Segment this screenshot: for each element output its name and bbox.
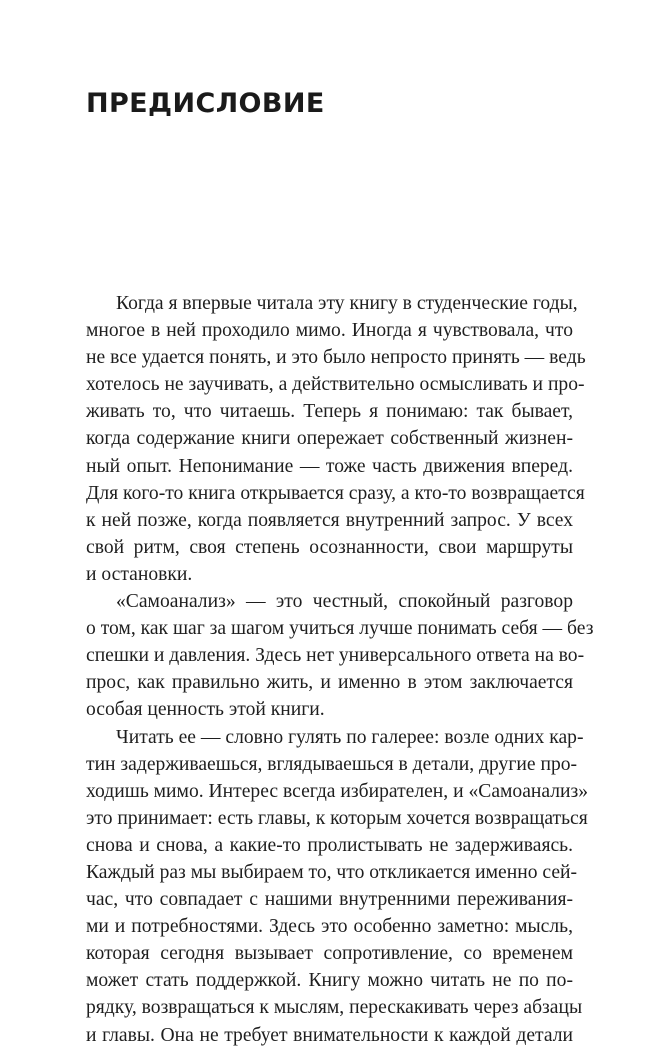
text-line: это принимает: есть главы, к которым хочется возвращаться: [86, 807, 588, 829]
text-line: Для кого-то книга открывается сразу, а кто-то возвращается: [86, 482, 585, 504]
text-line: час, что совпадает с нашими внутренними переживания-: [86, 889, 573, 911]
paragraph-2: [86, 588, 594, 723]
text-line: ходишь мимо. Интерес всегда избирателен, и «Самоанализ»: [86, 780, 589, 802]
chapter-title: ПРЕДИСЛОВИЕ: [86, 88, 325, 119]
text-line: Когда я впервые читала эту книгу в студенческие годы,: [116, 293, 578, 314]
text-line: тин задерживаешься, вглядываешься в детали, другие про-: [86, 753, 578, 775]
text-line: живать то, что читаешь. Теперь я понимаю: так бывает,: [86, 401, 573, 423]
text-line: которая сегодня вызывает сопротивление, со временем: [86, 943, 573, 965]
text-line: спешки и давления. Здесь нет универсального ответа на во-: [86, 645, 585, 667]
text-line: многое в ней проходило мимо. Иногда я чувствовала, что: [86, 320, 573, 342]
text-line: Читать ее — словно гулять по галерее: возле одних кар-: [116, 726, 584, 748]
paragraph-1: [86, 290, 586, 588]
text-line: свой ритм, своя степень осознанности, свои маршруты: [86, 536, 573, 558]
text-line: хотелось не заучивать, а действительно осмысливать и про-: [86, 374, 585, 396]
text-line: ный опыт. Непонимание — тоже часть движения вперед.: [86, 455, 573, 477]
text-line: ми и потребностями. Здесь это особенно заметно: мысль,: [86, 916, 573, 938]
text-line: может стать поддержкой. Книгу можно читать не по по-: [86, 970, 573, 992]
text-line: Каждый раз мы выбираем то, что откликается именно сей-: [86, 861, 578, 883]
text-line: снова и снова, а какие-то пролистывать не задерживаясь.: [86, 834, 573, 856]
text-line: «Самоанализ» — это честный, спокойный разговор: [116, 591, 573, 613]
text-line: особая ценность этой книги.: [86, 699, 325, 721]
text-line: не все удается понять, и это было непросто принять — ведь: [86, 347, 586, 369]
text-line: к ней позже, когда появляется внутренний запрос. У всех: [86, 509, 573, 531]
text-line: рядку, возвращаться к мыслям, перескакивать через абзацы: [86, 997, 583, 1019]
body-text: [86, 290, 594, 1049]
text-line: когда содержание книги опережает собственный жизнен-: [86, 428, 573, 450]
text-line: прос, как правильно жить, и именно в этом заключается: [86, 672, 573, 694]
text-line: о том, как шаг за шагом учиться лучше понимать себя — без: [86, 618, 594, 640]
text-line: и остановки.: [86, 563, 193, 585]
text-line: и главы. Она не требует внимательности к каждой детали: [86, 1024, 573, 1046]
